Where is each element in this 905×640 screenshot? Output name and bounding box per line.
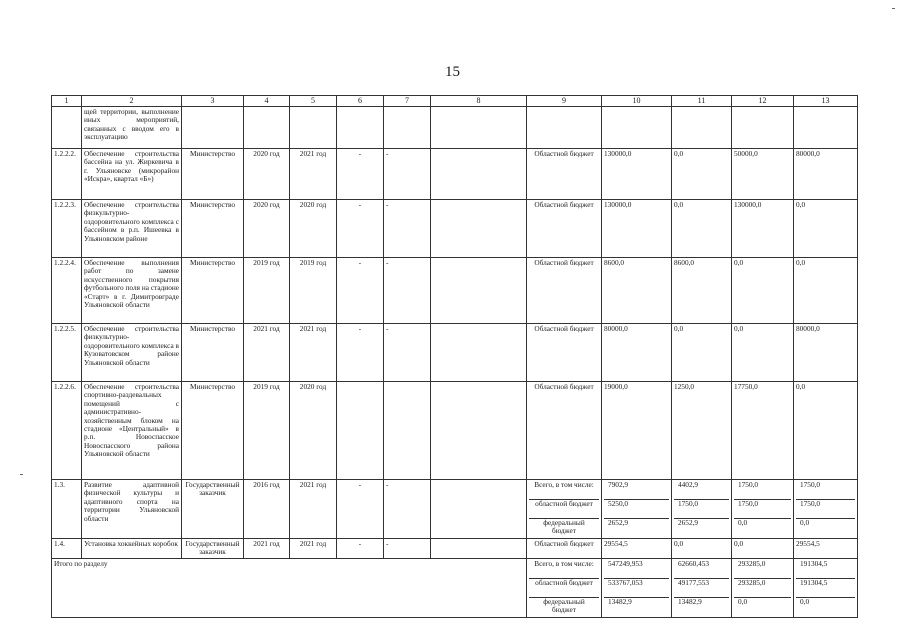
col7-value xyxy=(384,382,431,480)
col-number: 7 xyxy=(384,96,431,107)
year3-amount: 191304,5 xyxy=(796,578,855,597)
year1-amount: 0,0 xyxy=(672,149,732,200)
total-amounts xyxy=(602,558,672,617)
year1-amount: 62660,453 xyxy=(678,558,710,568)
year2-amount: 0,0 xyxy=(732,539,794,559)
continuation-row xyxy=(52,107,858,149)
funding-sources xyxy=(527,558,602,617)
end-year: 2019 год xyxy=(290,258,337,324)
col6-value xyxy=(337,382,384,480)
year3-amounts xyxy=(794,480,858,539)
row-id: 1.2.2.4. xyxy=(52,258,82,324)
total-amount: 29554,5 xyxy=(602,539,672,559)
year1-amount: 8600,0 xyxy=(672,258,732,324)
funding-source: Областной бюджет xyxy=(527,258,602,324)
totals-label: Итого по разделу xyxy=(52,558,527,617)
measure-name: Обеспечение выполнения работ по замене искусственного покрытия футбольного поля на стадионе «Старт» в г. Димитровграде Ульяновской области xyxy=(82,258,182,324)
funding-source: Всего, в том числе: xyxy=(534,558,594,568)
table-row xyxy=(52,382,858,480)
col7-value: - xyxy=(384,258,431,324)
measure-name: щей территории, выполнение иных мероприятий, связанных с вводом его в эксплуатацию xyxy=(82,107,182,149)
year3-amount: 191304,5 xyxy=(800,558,828,568)
year1-amount: 2652,9 xyxy=(674,518,729,537)
end-year: 2020 год xyxy=(290,382,337,480)
funding-sources xyxy=(527,480,602,539)
col6-value: - xyxy=(337,149,384,200)
funding-source: федеральный бюджет xyxy=(529,518,599,537)
start-year: 2019 год xyxy=(244,382,290,480)
table-row xyxy=(52,539,858,559)
measure-name: Развитие адаптивной физической культуры и адаптивного спорта на территории Ульяновской области xyxy=(82,480,182,539)
col8-value xyxy=(431,200,527,258)
year2-amount: 130000,0 xyxy=(732,200,794,258)
col-number: 9 xyxy=(527,96,602,107)
year3-amount: 0,0 xyxy=(794,200,858,258)
year3-amount: 0,0 xyxy=(794,258,858,324)
funding-source: Областной бюджет xyxy=(527,382,602,480)
start-year: 2016 год xyxy=(244,480,290,539)
table-row xyxy=(52,258,858,324)
funding-source: Всего, в том числе: xyxy=(534,480,594,489)
col8-value xyxy=(431,324,527,382)
end-year: 2021 год xyxy=(290,480,337,539)
year1-amount: 49177,553 xyxy=(674,578,729,597)
row-id: 1.2.2.5. xyxy=(52,324,82,382)
end-year: 2021 год xyxy=(290,149,337,200)
year2-amount: 0,0 xyxy=(734,597,791,616)
year1-amount: 0,0 xyxy=(672,324,732,382)
year2-amount: 293285,0 xyxy=(738,558,766,568)
col-number: 1 xyxy=(52,96,82,107)
page-number: 15 xyxy=(445,64,460,80)
year3-amount: 0,0 xyxy=(794,382,858,480)
total-amount: 130000,0 xyxy=(602,200,672,258)
year1-amount: 13482,9 xyxy=(674,597,729,616)
start-year: 2021 год xyxy=(244,324,290,382)
measure-name: Установка хоккейных коробок xyxy=(82,539,182,559)
total-amount: 2652,9 xyxy=(604,518,669,537)
year2-amount: 0,0 xyxy=(732,258,794,324)
col8-value xyxy=(431,258,527,324)
col6-value: - xyxy=(337,324,384,382)
year2-amount: 0,0 xyxy=(732,324,794,382)
col7-value: - xyxy=(384,200,431,258)
col6-value: - xyxy=(337,539,384,559)
year1-amount: 0,0 xyxy=(672,539,732,559)
row-id: 1.2.2.2. xyxy=(52,149,82,200)
scan-speck xyxy=(20,474,23,475)
funding-source: областной бюджет xyxy=(529,499,599,518)
col-number: 10 xyxy=(602,96,672,107)
year1-amount: 1250,0 xyxy=(672,382,732,480)
program-table xyxy=(51,95,858,618)
total-amounts xyxy=(602,480,672,539)
funding-source: Областной бюджет xyxy=(527,200,602,258)
start-year: 2021 год xyxy=(244,539,290,559)
col-number: 5 xyxy=(290,96,337,107)
year1-amounts xyxy=(672,480,732,539)
column-number-row xyxy=(52,96,858,107)
year3-amount: 29554,5 xyxy=(794,539,858,559)
year3-amount: 0,0 xyxy=(796,518,855,537)
col7-value: - xyxy=(384,149,431,200)
funding-source: Областной бюджет xyxy=(527,149,602,200)
year1-amount: 0,0 xyxy=(672,200,732,258)
col-number: 11 xyxy=(672,96,732,107)
row-id: 1.3. xyxy=(52,480,82,539)
col-number: 12 xyxy=(732,96,794,107)
measure-name: Обеспечение строительства физкультурно-оздоровительного комплекса в Кузоватовском районе Ульяновской области xyxy=(82,324,182,382)
executor: Министерство xyxy=(182,382,244,480)
year3-amount: 1750,0 xyxy=(796,499,855,518)
total-amount: 80000,0 xyxy=(602,324,672,382)
funding-source: Областной бюджет xyxy=(527,324,602,382)
col-number: 4 xyxy=(244,96,290,107)
col-number: 13 xyxy=(794,96,858,107)
col6-value: - xyxy=(337,480,384,539)
year1-amount: 1750,0 xyxy=(674,499,729,518)
total-amount: 7902,9 xyxy=(608,480,629,489)
end-year: 2020 год xyxy=(290,200,337,258)
start-year: 2020 год xyxy=(244,149,290,200)
total-amount: 533767,053 xyxy=(604,578,669,597)
total-amount: 547249,953 xyxy=(608,558,643,568)
executor: Государственный заказчик xyxy=(182,480,244,539)
total-amount: 13482,9 xyxy=(604,597,669,616)
col-number: 6 xyxy=(337,96,384,107)
col6-value: - xyxy=(337,200,384,258)
executor: Министерство xyxy=(182,200,244,258)
total-amount: 130000,0 xyxy=(602,149,672,200)
end-year: 2021 год xyxy=(290,324,337,382)
col7-value: - xyxy=(384,480,431,539)
col-number: 3 xyxy=(182,96,244,107)
col7-value: - xyxy=(384,539,431,559)
scan-speck xyxy=(892,8,895,9)
year1-amounts xyxy=(672,558,732,617)
year2-amount: 1750,0 xyxy=(734,499,791,518)
row-id: 1.4. xyxy=(52,539,82,559)
executor: Государственный заказчик xyxy=(182,539,244,559)
table-row xyxy=(52,149,858,200)
col7-value: - xyxy=(384,324,431,382)
year2-amounts xyxy=(732,480,794,539)
measure-name: Обеспечение строительства спортивно-раздевальных помещений с административно-хозяйственным блоком на стадионе «Центральный» в р.п. Новоспасское Новоспасского района Ульяновской области xyxy=(82,382,182,480)
year2-amount: 0,0 xyxy=(734,518,791,537)
year2-amounts xyxy=(732,558,794,617)
end-year: 2021 год xyxy=(290,539,337,559)
year2-amount: 1750,0 xyxy=(738,480,759,489)
year2-amount: 293285,0 xyxy=(734,578,791,597)
funding-source: областной бюджет xyxy=(529,578,599,597)
col8-value xyxy=(431,149,527,200)
totals-row xyxy=(52,558,858,617)
funding-source: Областной бюджет xyxy=(527,539,602,559)
year2-amount: 50000,0 xyxy=(732,149,794,200)
year3-amount: 0,0 xyxy=(796,597,855,616)
start-year: 2020 год xyxy=(244,200,290,258)
year3-amount: 1750,0 xyxy=(800,480,821,489)
col-number: 2 xyxy=(82,96,182,107)
executor: Министерство xyxy=(182,324,244,382)
year1-amount: 4402,9 xyxy=(678,480,699,489)
table-row xyxy=(52,324,858,382)
executor: Министерство xyxy=(182,149,244,200)
col8-value xyxy=(431,382,527,480)
total-amount: 8600,0 xyxy=(602,258,672,324)
start-year: 2019 год xyxy=(244,258,290,324)
year2-amount: 17750,0 xyxy=(732,382,794,480)
funding-source: федеральный бюджет xyxy=(529,597,599,616)
col-number: 8 xyxy=(431,96,527,107)
total-amount: 19000,0 xyxy=(602,382,672,480)
row-id: 1.2.2.3. xyxy=(52,200,82,258)
total-amount: 5250,0 xyxy=(604,499,669,518)
col6-value: - xyxy=(337,258,384,324)
row-id: 1.2.2.6. xyxy=(52,382,82,480)
year3-amount: 80000,0 xyxy=(794,324,858,382)
year3-amount: 80000,0 xyxy=(794,149,858,200)
executor: Министерство xyxy=(182,258,244,324)
table-row xyxy=(52,480,858,539)
measure-name: Обеспечение строительства бассейна на ул. Жиркевича в г. Ульяновске (микрорайон «Искра», квартал «Б») xyxy=(82,149,182,200)
year3-amounts xyxy=(794,558,858,617)
measure-name: Обеспечение строительства физкультурно-оздоровительного комплекса с бассейном в р.п. Ишеевка в Ульяновском районе xyxy=(82,200,182,258)
table-row xyxy=(52,200,858,258)
